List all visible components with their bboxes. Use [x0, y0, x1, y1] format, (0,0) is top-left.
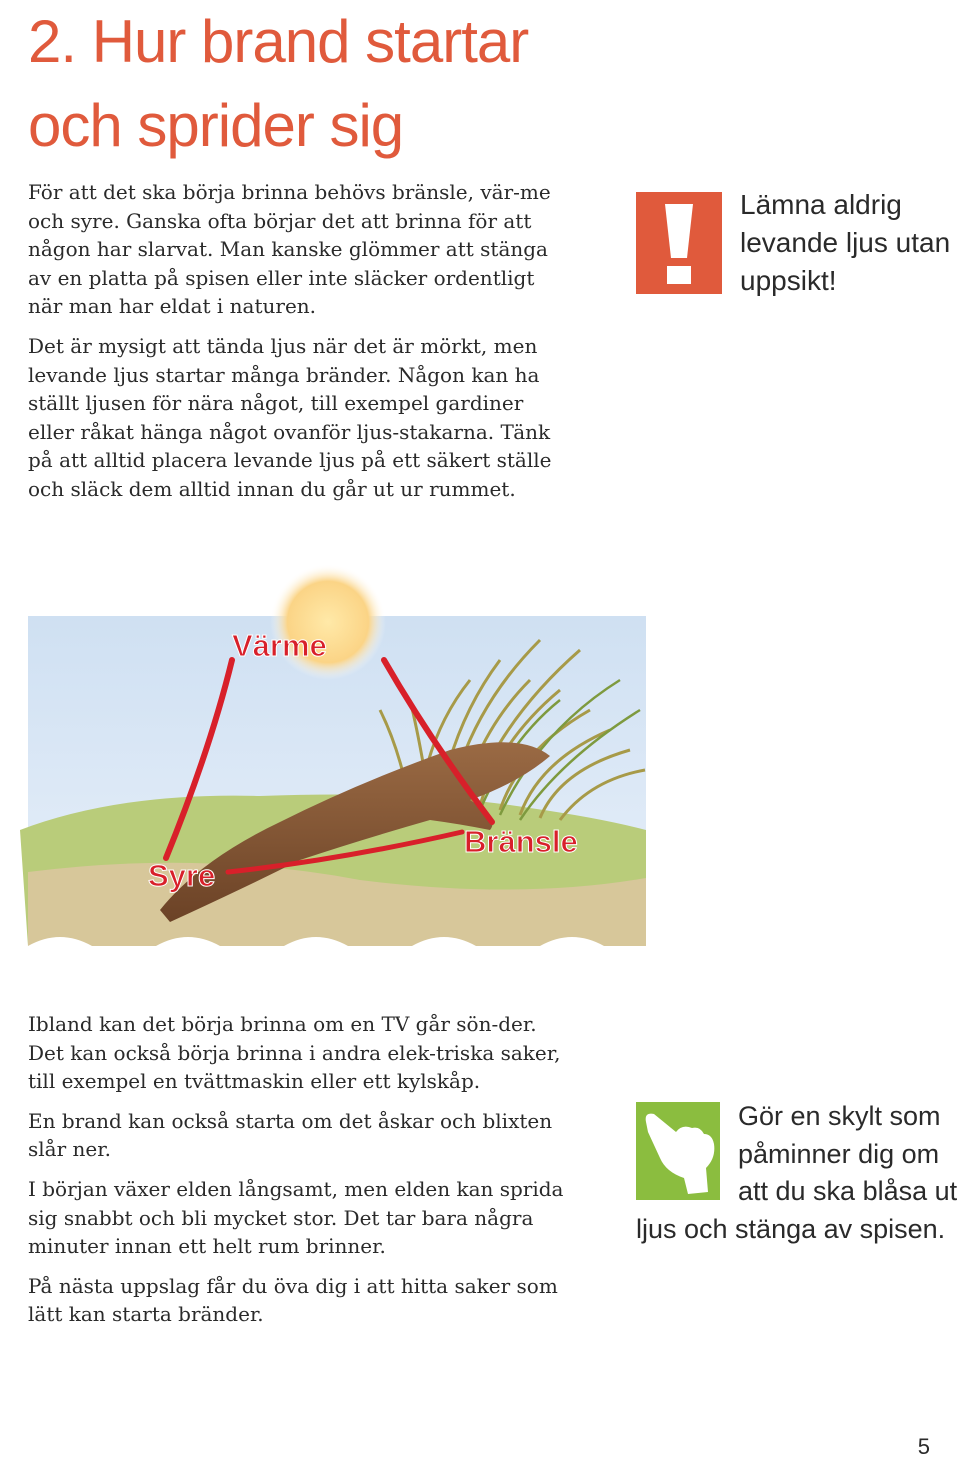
- tip-callout: [636, 1098, 960, 1248]
- lower-paragraph-2: En brand kan också starta om det åskar och blixten slår ner.: [28, 1108, 553, 1162]
- label-fuel: Bränsle: [464, 824, 578, 859]
- warning-line-1: Lämna aldrig: [740, 189, 902, 220]
- exclamation-icon: [636, 192, 722, 294]
- lower-paragraph-3: I början växer elden långsamt, men elden kan sprida sig snabbt och bli mycket stor. Det tar bara några minuter innan ett helt rum brinner.: [28, 1176, 564, 1259]
- page-number: 5: [917, 1434, 930, 1459]
- warning-callout: [740, 186, 960, 300]
- page-title: [28, 0, 628, 168]
- warning-line-3: uppsikt!: [740, 265, 837, 296]
- title-line-2: och sprider sig: [28, 92, 404, 159]
- label-heat: Värme: [232, 628, 327, 663]
- label-oxygen: Syre: [148, 858, 216, 893]
- warning-line-2: levande ljus utan: [740, 227, 951, 258]
- lower-paragraph-4: På nästa uppslag får du öva dig i att hitta saker som lätt kan starta bränder.: [28, 1273, 558, 1327]
- intro-text: [28, 178, 568, 515]
- tip-line-1: Gör en skylt som: [738, 1101, 941, 1131]
- tip-line-4: ljus och stänga av spisen.: [636, 1213, 946, 1244]
- intro-paragraph-1: För att det ska börja brinna behövs bränsle, vär-me och syre. Ganska ofta börjar det att brinna för att någon har slarvat. Man kanske glömmer att stänga av en platta på spisen eller inte släcker ordentligt när man har eldat i naturen.: [28, 180, 551, 319]
- fire-triangle-illustration: [0, 560, 650, 980]
- tip-line-3: att du ska blåsa ut: [738, 1176, 958, 1206]
- title-line-1: 2. Hur brand startar: [28, 8, 529, 75]
- lower-paragraph-1: Ibland kan det börja brinna om en TV går sön-der. Det kan också börja brinna i andra elek-triska saker, till exempel en tvättmaskin eller ett kylskåp.: [28, 1012, 561, 1094]
- lower-text: [28, 1010, 568, 1340]
- intro-paragraph-2: Det är mysigt att tända ljus när det är mörkt, men levande ljus startar många bränder. Någon kan ha ställt ljusen för nära något, till exempel gardiner eller råkat hänga något ovanför ljus-stakarna. Tänk på att alltid placera levande ljus på ett säkert ställe och släck dem alltid innan du går ut ur rummet.: [28, 333, 552, 501]
- tip-line-2: påminner dig om: [738, 1138, 940, 1169]
